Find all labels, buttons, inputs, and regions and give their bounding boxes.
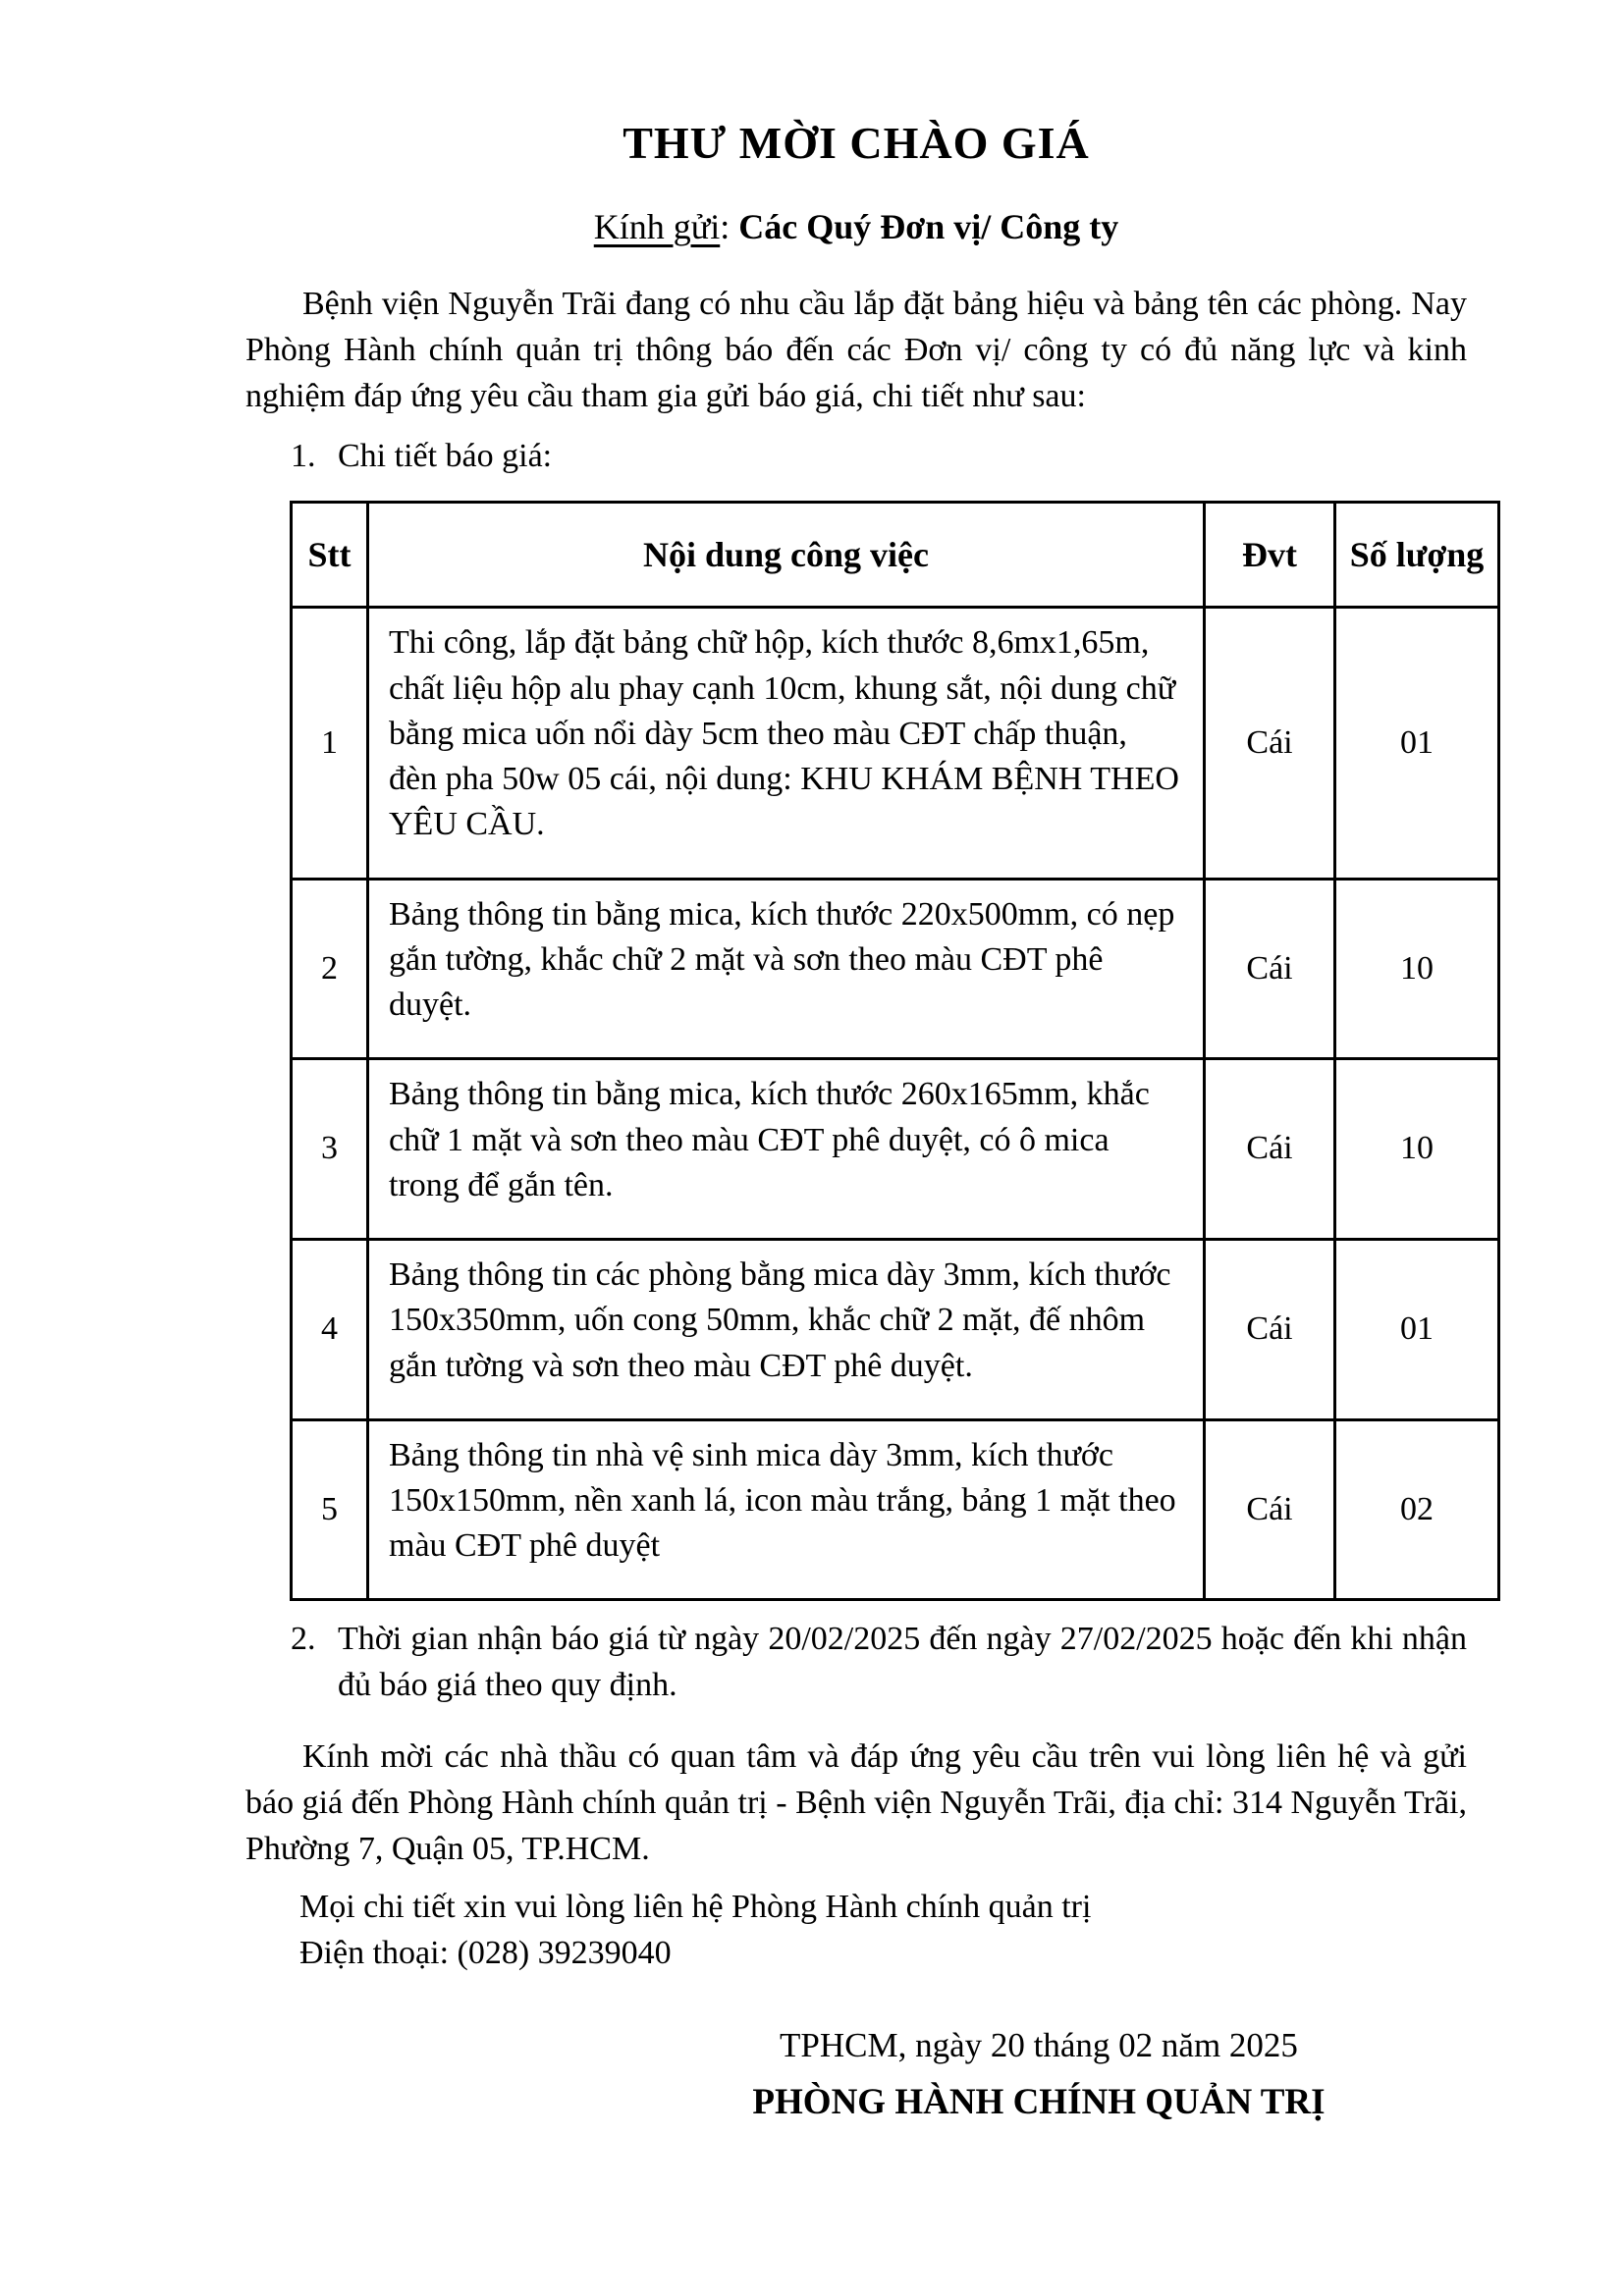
table-row — [292, 1240, 1499, 1420]
table-row — [292, 879, 1499, 1059]
header-content: Nội dung công việc — [368, 503, 1205, 608]
cell-stt: 1 — [292, 608, 368, 879]
header-quantity: Số lượng — [1335, 503, 1499, 608]
section-2-text: Thời gian nhận báo giá từ ngày 20/02/2025 đến ngày 27/02/2025 hoặc đến khi nhận đủ báo giá theo quy định. — [338, 1621, 1467, 1704]
salutation-label: Kính gửi — [593, 207, 721, 247]
section-2-number: 2. — [291, 1621, 316, 1658]
section-1-text: Chi tiết báo giá: — [338, 437, 553, 474]
phone-line: Điện thoại: (028) 39239040 — [299, 1934, 672, 1971]
quote-table-body — [292, 608, 1499, 1600]
cell-stt: 2 — [292, 879, 368, 1059]
quote-table-header — [292, 503, 1499, 608]
table-row — [292, 1419, 1499, 1600]
table-row — [292, 608, 1499, 879]
cell-quantity: 10 — [1335, 1059, 1499, 1240]
cell-stt: 3 — [292, 1059, 368, 1240]
signature-block — [725, 2022, 1353, 2127]
document-title: THƯ MỜI CHÀO GIÁ — [623, 118, 1090, 168]
salutation-recipient: Các Quý Đơn vị/ Công ty — [738, 207, 1119, 247]
quote-table — [290, 501, 1500, 1601]
header-unit: Đvt — [1205, 503, 1335, 608]
cell-content: Bảng thông tin bằng mica, kích thước 220x500mm, có nẹp gắn tường, khắc chữ 2 mặt và sơn theo màu CĐT phê duyệt. — [368, 879, 1205, 1059]
cell-stt: 5 — [292, 1419, 368, 1600]
cell-unit: Cái — [1205, 608, 1335, 879]
closing-paragraph: Kính mời các nhà thầu có quan tâm và đáp ứng yêu cầu trên vui lòng liên hệ và gửi báo giá đến Phòng Hành chính quản trị - Bệnh viện Nguyễn Trãi, địa chỉ: 314 Nguyễn Trãi, Phường 7, Quận 05, TP.HCM. — [245, 1738, 1467, 1868]
cell-quantity: 01 — [1335, 608, 1499, 879]
cell-unit: Cái — [1205, 879, 1335, 1059]
cell-content: Bảng thông tin bằng mica, kích thước 260x165mm, khắc chữ 1 mặt và sơn theo màu CĐT phê duyệt, có ô mica trong để gắn tên. — [368, 1059, 1205, 1240]
cell-content: Thi công, lắp đặt bảng chữ hộp, kích thước 8,6mx1,65m, chất liệu hộp alu phay cạnh 10cm, khung sắt, nội dung chữ bằng mica uốn nổi dày 5cm theo màu CĐT chấp thuận, đèn pha 50w 05 cái, nội dung: KHU KHÁM BỆNH THEO YÊU CẦU. — [368, 608, 1205, 879]
cell-quantity: 02 — [1335, 1419, 1499, 1600]
cell-unit: Cái — [1205, 1419, 1335, 1600]
cell-quantity: 10 — [1335, 879, 1499, 1059]
cell-unit: Cái — [1205, 1240, 1335, 1420]
signature-department: PHÒNG HÀNH CHÍNH QUẢN TRỊ — [752, 2082, 1326, 2123]
contact-line: Mọi chi tiết xin vui lòng liên hệ Phòng Hành chính quản trị — [299, 1889, 1092, 1925]
cell-content: Bảng thông tin các phòng bằng mica dày 3mm, kích thước 150x350mm, uốn cong 50mm, khắc chữ 2 mặt, đế nhôm gắn tường và sơn theo màu CĐT phê duyệt. — [368, 1240, 1205, 1420]
cell-unit: Cái — [1205, 1059, 1335, 1240]
cell-content: Bảng thông tin nhà vệ sinh mica dày 3mm, kích thước 150x150mm, nền xanh lá, icon màu trắng, bảng 1 mặt theo màu CĐT phê duyệt — [368, 1419, 1205, 1600]
header-stt: Stt — [292, 503, 368, 608]
section-1-number: 1. — [291, 437, 316, 474]
section-2-item — [245, 1617, 1467, 1709]
cell-quantity: 01 — [1335, 1240, 1499, 1420]
salutation-separator: : — [720, 207, 739, 247]
signature-date-line: TPHCM, ngày 20 tháng 02 năm 2025 — [780, 2025, 1298, 2064]
salutation-line — [245, 203, 1467, 252]
cell-stt: 4 — [292, 1240, 368, 1420]
table-row — [292, 1059, 1499, 1240]
table-header-row — [292, 503, 1499, 608]
section-1-heading — [245, 434, 1467, 480]
intro-paragraph: Bệnh viện Nguyễn Trãi đang có nhu cầu lắp đặt bảng hiệu và bảng tên các phòng. Nay Phòng Hành chính quản trị thông báo đến các Đơn vị/ công ty có đủ năng lực và kinh nghiệm đáp ứng yêu cầu tham gia gửi báo giá, chi tiết như sau: — [245, 285, 1467, 414]
